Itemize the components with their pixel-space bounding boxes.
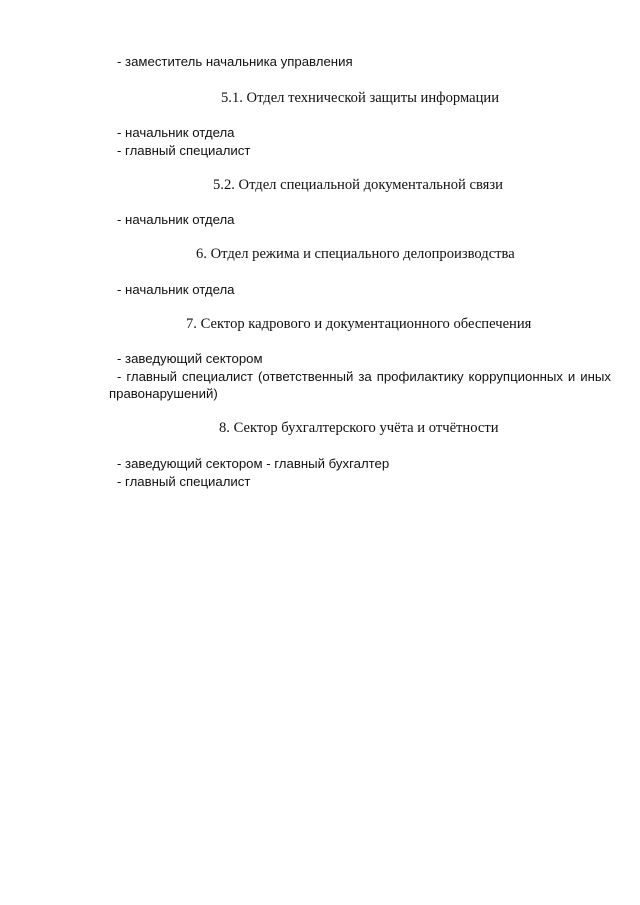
position-chief-specialist-5-1: - главный специалист <box>117 143 251 158</box>
position-chief-specialist-8: - главный специалист <box>117 474 251 489</box>
position-head-of-department-6: - начальник отдела <box>117 282 235 297</box>
position-sector-head-7: - заведующий сектором <box>117 351 263 366</box>
position-head-of-department-5-2: - начальник отдела <box>117 212 235 227</box>
section-heading-5-1: 5.1. Отдел технической защиты информации <box>221 90 500 106</box>
position-chief-specialist-anticorruption: - главный специалист (ответственный за профилактику коррупционных и иных правонарушений) <box>109 369 611 401</box>
position-head-of-department-5-1: - начальник отдела <box>117 125 235 140</box>
section-heading-6: 6. Отдел режима и специального делопроизводства <box>196 246 515 262</box>
position-deputy-head: - заместитель начальника управления <box>117 54 353 69</box>
section-heading-7: 7. Сектор кадрового и документационного обеспечения <box>186 316 532 332</box>
section-heading-5-2: 5.2. Отдел специальной документальной связи <box>213 177 503 193</box>
section-heading-8: 8. Сектор бухгалтерского учёта и отчётности <box>219 420 499 436</box>
position-sector-head-chief-accountant: - заведующий сектором - главный бухгалтер <box>117 456 390 471</box>
